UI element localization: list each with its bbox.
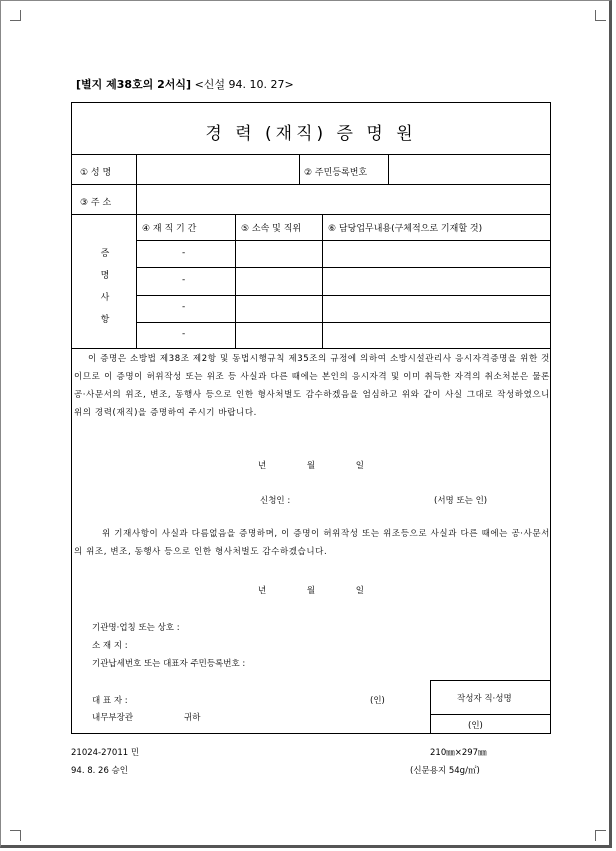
addressee: 내무부장관 [92, 713, 134, 723]
request-paragraph: 이 증명은 소방법 제38조 제2항 및 동법시행규칙 제35조의 규정에 의하여 소방시설관리사 응시자격증명을 위한 것이므로 이 증명이 허위작성 또는 위조 등 사실과 다른 때에는 본인의 응시자격 및 이미 취득한 자격의 취소처분은 물론 공·사문서의 위조, 변조, 동행사 등으로 인한 형사처벌도 감수하겠음을 엄심하고 위와 같이 사실 그대로 작성하였으니 위의 경력(재직)을 증명하여 주시기 바랍니다. [74, 354, 550, 418]
crop-mark-bottom-left [10, 830, 21, 841]
crop-mark-top-left [10, 10, 21, 21]
grid-line [72, 184, 550, 185]
column-header-period: ④ 재 직 기 간 [142, 224, 197, 234]
approval-date: 94. 8. 26 승인 [71, 766, 128, 776]
grid-line [430, 680, 550, 681]
writer-label: 작성자 직·성명 [457, 694, 512, 704]
crop-mark-bottom-right [595, 830, 606, 841]
address-label: ③ 주 소 [80, 198, 112, 208]
proof-section-label: 증 명 사 항 [100, 249, 110, 325]
date-line-2: 년 월 일 [257, 586, 365, 596]
period-dash: - [182, 275, 186, 285]
grid-line [299, 154, 300, 184]
paper-type: (신문용지 54g/㎡) [410, 766, 480, 776]
grid-line [430, 714, 550, 715]
period-dash: - [182, 248, 186, 258]
institution-name-label: 기관명·업칭 또는 상호 : [92, 623, 180, 633]
crop-mark-top-right [595, 10, 606, 21]
period-dash: - [182, 302, 186, 312]
grid-line [136, 154, 137, 214]
grid-line [136, 322, 550, 323]
grid-line [136, 214, 137, 348]
grid-line [388, 154, 389, 184]
id-number-label: ② 주민등록번호 [304, 168, 368, 178]
grid-line [136, 240, 550, 241]
applicant-label: 신청인 : [260, 496, 291, 506]
certificate-form [71, 102, 551, 734]
form-number: [별지 제38호의 2서식] [76, 78, 192, 91]
applicant-signature: (서명 또는 인) [434, 496, 488, 506]
form-header [76, 76, 294, 92]
grid-line [72, 348, 550, 349]
period-dash: - [182, 329, 186, 339]
column-header-position: ⑤ 소속 및 직위 [241, 224, 302, 234]
document-title: 경 력 (재직) 증 명 원 [205, 124, 417, 144]
name-label: ① 성 명 [80, 168, 112, 178]
writer-seal: (인) [468, 721, 483, 731]
date-line: 년 월 일 [257, 461, 365, 471]
column-header-duties: ⑥ 담당업무내용(구체적으로 기재할 것) [328, 224, 483, 234]
grid-line [72, 214, 550, 215]
grid-line [72, 154, 550, 155]
grid-line [322, 214, 323, 348]
institution-location-label: 소 재 지 : [92, 641, 128, 651]
grid-line [136, 267, 550, 268]
grid-line [136, 295, 550, 296]
paper-size: 210㎜×297㎜ [430, 748, 487, 758]
institution-reg-label: 기관납세번호 또는 대표자 주민등록번호 : [92, 659, 246, 669]
certify-paragraph: 위 기재사항이 사실과 다름없음을 증명하며, 이 증명이 허위작성 또는 위조등으로 사실과 다른 때에는 공·사문서의 위조, 변조, 동행사 등으로 인한 형사처벌도 감수하겠습니다. [74, 529, 550, 557]
representative-label: 대 표 자 : [92, 696, 128, 706]
grid-line [235, 214, 236, 348]
addressee-honorific: 귀하 [184, 713, 201, 723]
form-revision: <신설 94. 10. 27> [194, 78, 294, 91]
representative-seal: (인) [370, 696, 385, 706]
form-code: 21024-27011 민 [71, 748, 140, 758]
grid-line [430, 680, 431, 733]
